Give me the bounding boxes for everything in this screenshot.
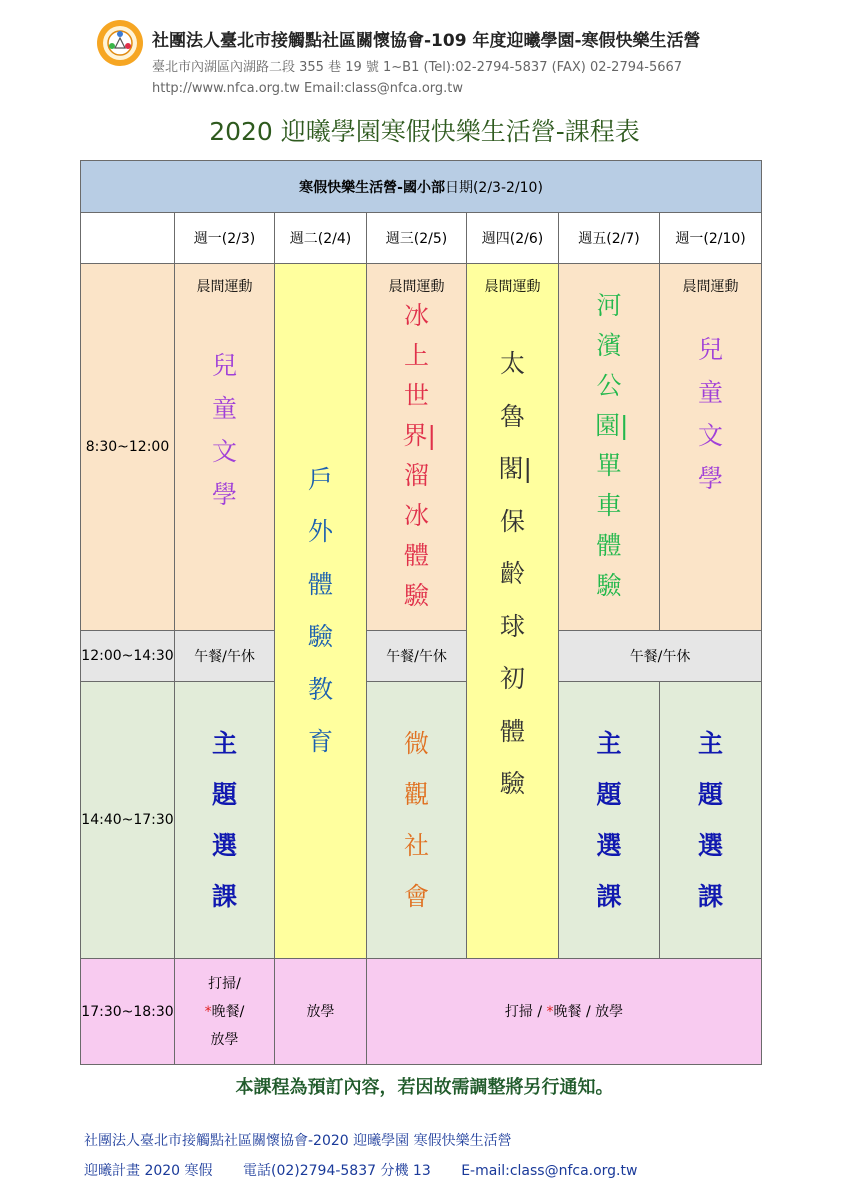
footer-email: E-mail:class@nfca.org.tw (461, 1163, 638, 1179)
asterisk-mark: * (546, 1003, 554, 1020)
cell-wed-afternoon (367, 682, 467, 959)
cell-tue-outdoor (275, 264, 367, 959)
activity-topic-elective: 主題選課 (211, 728, 237, 912)
evening-line: 放學 (210, 1031, 239, 1048)
morning-exercise-label: 晨間運動 (196, 279, 253, 295)
morning-exercise-label: 晨間運動 (682, 279, 739, 295)
morning-exercise-label: 晨間運動 (388, 279, 445, 295)
footer-organization: 社團法人臺北市接觸點社區關懷協會-2020 迎曦學園 寒假快樂生活營 (84, 1133, 512, 1149)
activity-micro-society: 微觀社會 (403, 728, 429, 912)
schedule-table (80, 160, 762, 1065)
evening-dinner: 晚餐/ (211, 1003, 245, 1020)
cell-mon1-afternoon (175, 682, 275, 959)
activity-riverside-cycling: 河濱公園|單車體驗 (595, 291, 629, 600)
cell-fri-mon2-lunch: 午餐/午休 (559, 631, 762, 682)
cell-tue-evening: 放學 (275, 959, 367, 1065)
contact-web-email: http://www.nfca.org.tw Email:class@nfca.org.tw (152, 81, 464, 96)
cell-mon2-afternoon (660, 682, 762, 959)
day-header: 週五(2/7) (559, 213, 660, 264)
cell-thu-taroko (467, 264, 559, 959)
footer-phone: 電話(02)2794-5837 分機 13 (242, 1163, 431, 1179)
page-header (0, 0, 849, 110)
evening-clean: 打掃 / (504, 1003, 547, 1020)
activity-outdoor-education: 戶外體驗教育 (307, 464, 333, 756)
time-slot-lunch: 12:00~14:30 (81, 631, 175, 682)
time-slot-morning: 8:30~12:00 (81, 264, 175, 631)
time-slot-evening: 17:30~18:30 (81, 959, 175, 1065)
evening-dinner-dismiss: 晚餐 / 放學 (553, 1003, 624, 1020)
schedule-banner (81, 161, 762, 213)
day-header: 週二(2/4) (275, 213, 367, 264)
contact-address: 臺北市內湖區內湖路二段 355 巷 19 號 1~B1 (Tel):02-2794-5837 (FAX) 02-2794-5667 (152, 60, 683, 75)
cell-wed-morning (367, 264, 467, 631)
activity-taroko-bowling: 太魯閣|保齡球初體驗 (498, 349, 532, 798)
activity-children-literature: 兒童文學 (211, 351, 237, 509)
cell-fri-morning (559, 264, 660, 631)
cell-rest-evening (367, 959, 762, 1065)
cell-fri-afternoon (559, 682, 660, 959)
cell-mon1-morning (175, 264, 275, 631)
activity-topic-elective: 主題選課 (596, 728, 622, 912)
banner-title: 寒假快樂生活營-國小部 (299, 179, 445, 196)
association-logo-icon (95, 18, 145, 68)
activity-topic-elective: 主題選課 (698, 728, 724, 912)
footer-plan: 迎曦計畫 2020 寒假 (84, 1163, 213, 1179)
evening-line (175, 998, 274, 1026)
schedule-notice: 本課程為預訂內容，若因故需調整將另行通知。 (235, 1077, 614, 1098)
day-header: 週一(2/3) (175, 213, 275, 264)
day-header: 週四(2/6) (467, 213, 559, 264)
activity-ice-skating: 冰上世界|溜冰體驗 (402, 301, 436, 610)
cell-wed-lunch: 午餐/午休 (367, 631, 467, 682)
activity-children-literature: 兒童文學 (698, 335, 724, 493)
day-header: 週三(2/5) (367, 213, 467, 264)
cell-mon1-evening (175, 959, 275, 1065)
evening-line: 打掃/ (208, 975, 241, 992)
footer-contact (84, 1160, 663, 1180)
corner-cell (81, 213, 175, 264)
cell-mon1-lunch: 午餐/午休 (175, 631, 275, 682)
asterisk-mark: * (204, 1003, 212, 1020)
cell-mon2-morning (660, 264, 762, 631)
banner-dates: 日期(2/3-2/10) (444, 179, 543, 196)
morning-exercise-label: 晨間運動 (484, 279, 541, 295)
organization-name: 社團法人臺北市接觸點社區關懷協會-109 年度迎曦學園-寒假快樂生活營 (152, 31, 701, 51)
day-header: 週一(2/10) (660, 213, 762, 264)
time-slot-afternoon: 14:40~17:30 (81, 682, 175, 959)
page-title: 2020 迎曦學園寒假快樂生活營-課程表 (209, 117, 640, 146)
